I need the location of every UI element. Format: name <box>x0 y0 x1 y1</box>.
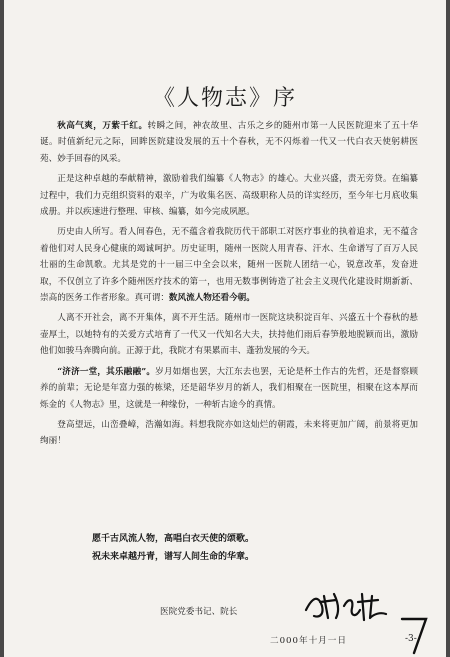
paragraph-6 <box>40 417 418 450</box>
closing-line-2: 祝未来卓越丹青，谱写人间生命的华章。 <box>92 552 255 562</box>
paragraph-5 <box>40 364 418 413</box>
document-body <box>40 118 418 450</box>
paragraph-2 <box>40 171 418 220</box>
paragraph-3-tail: 数风流人物还看今朝。 <box>168 293 255 304</box>
document-date: 二000年十月一日 <box>270 636 347 646</box>
handwritten-signature <box>300 588 390 624</box>
page-number: -3- <box>405 634 417 644</box>
document-title: 《人物志》序 <box>152 85 297 111</box>
paragraph-1-lead: 秋高气爽，万紫千红。 <box>57 121 148 131</box>
paragraph-1 <box>40 118 418 167</box>
signer-title: 医院党委书记、院长 <box>160 607 238 617</box>
paragraph-3 <box>40 224 418 306</box>
closing-block <box>92 530 412 566</box>
paragraph-5-lead: “济济一堂，其乐融融”。 <box>57 366 156 377</box>
paragraph-4 <box>40 310 418 359</box>
paragraph-2-text: 正是这种卓越的奉献精神，激励着我们编纂《人物志》的雄心。大业兴盛，责无旁贷。在编纂过程中，我们力克组织资料的艰辛，广为收集名医、高级职称人员的详实经历，至今年七月底收集成册。并以疾速进行整理、审核、编纂，如今完成夙愿。 <box>40 174 418 218</box>
paragraph-3-text: 历史由人所写。看人间春色，无不蕴含着我院历代干部职工对医疗事业的执着追求，无不蕴含着他们对人民身心健康的竭诚呵护。历史证明，随州一医院人用青春、汗水、生命谱写了百万人民壮丽的生命凯歌。尤其是党的十一届三中全会以来，随州一医院人团结一心，锐意改革，发奋进取，不仅创立了许多个随州医疗技术的第一，也用无数事例铸造了社会主义现代化建设时期新新、崇高的医务工作者形象。真可谓： <box>40 227 418 304</box>
paragraph-5-text: 岁月如烟也罢，大江东去也罢，无论是杯土作古的先哲，还是督察顾养的前辈；无论是年富力强的栋梁，还是韶华岁月的新人，我们相聚在一医院里，相聚在这本厚而烁金的《人物志》里，这就是一种缘份，一种斩古途今的真情。 <box>40 366 418 410</box>
paragraph-4-text: 人离不开社会，离不开集体，离不开生活。随州市一医院这块积淀百年、兴盛五十个春秋的悬壶厚土，以她特有的关爱方式培育了一代又一代知名大夫，扶持他们雨后春笋般地脱颖而出，激励他们如骏马奔腾向前。正源于此，我院才有果累而丰、蓬勃发展的今天。 <box>40 313 418 357</box>
paragraph-6-text: 登高望远，山峦叠嶂，浩瀚如海。料想我院亦如这灿烂的朝霞，未来将更加广阔，前景将更加绚丽！ <box>40 419 418 447</box>
closing-line-1: 愿千古风流人物，高唱白衣天使的颂歌。 <box>92 534 255 544</box>
paragraph-1-text: 转瞬之间，神农故里、古乐之乡的随州市第一人民医院迎来了五十华诞。时值新纪元之际，回眸医院建设发展的五十个春秋，无不闪烁着一代又一代白衣天使躬耕医苑、妙手回春的风采。 <box>40 121 418 164</box>
